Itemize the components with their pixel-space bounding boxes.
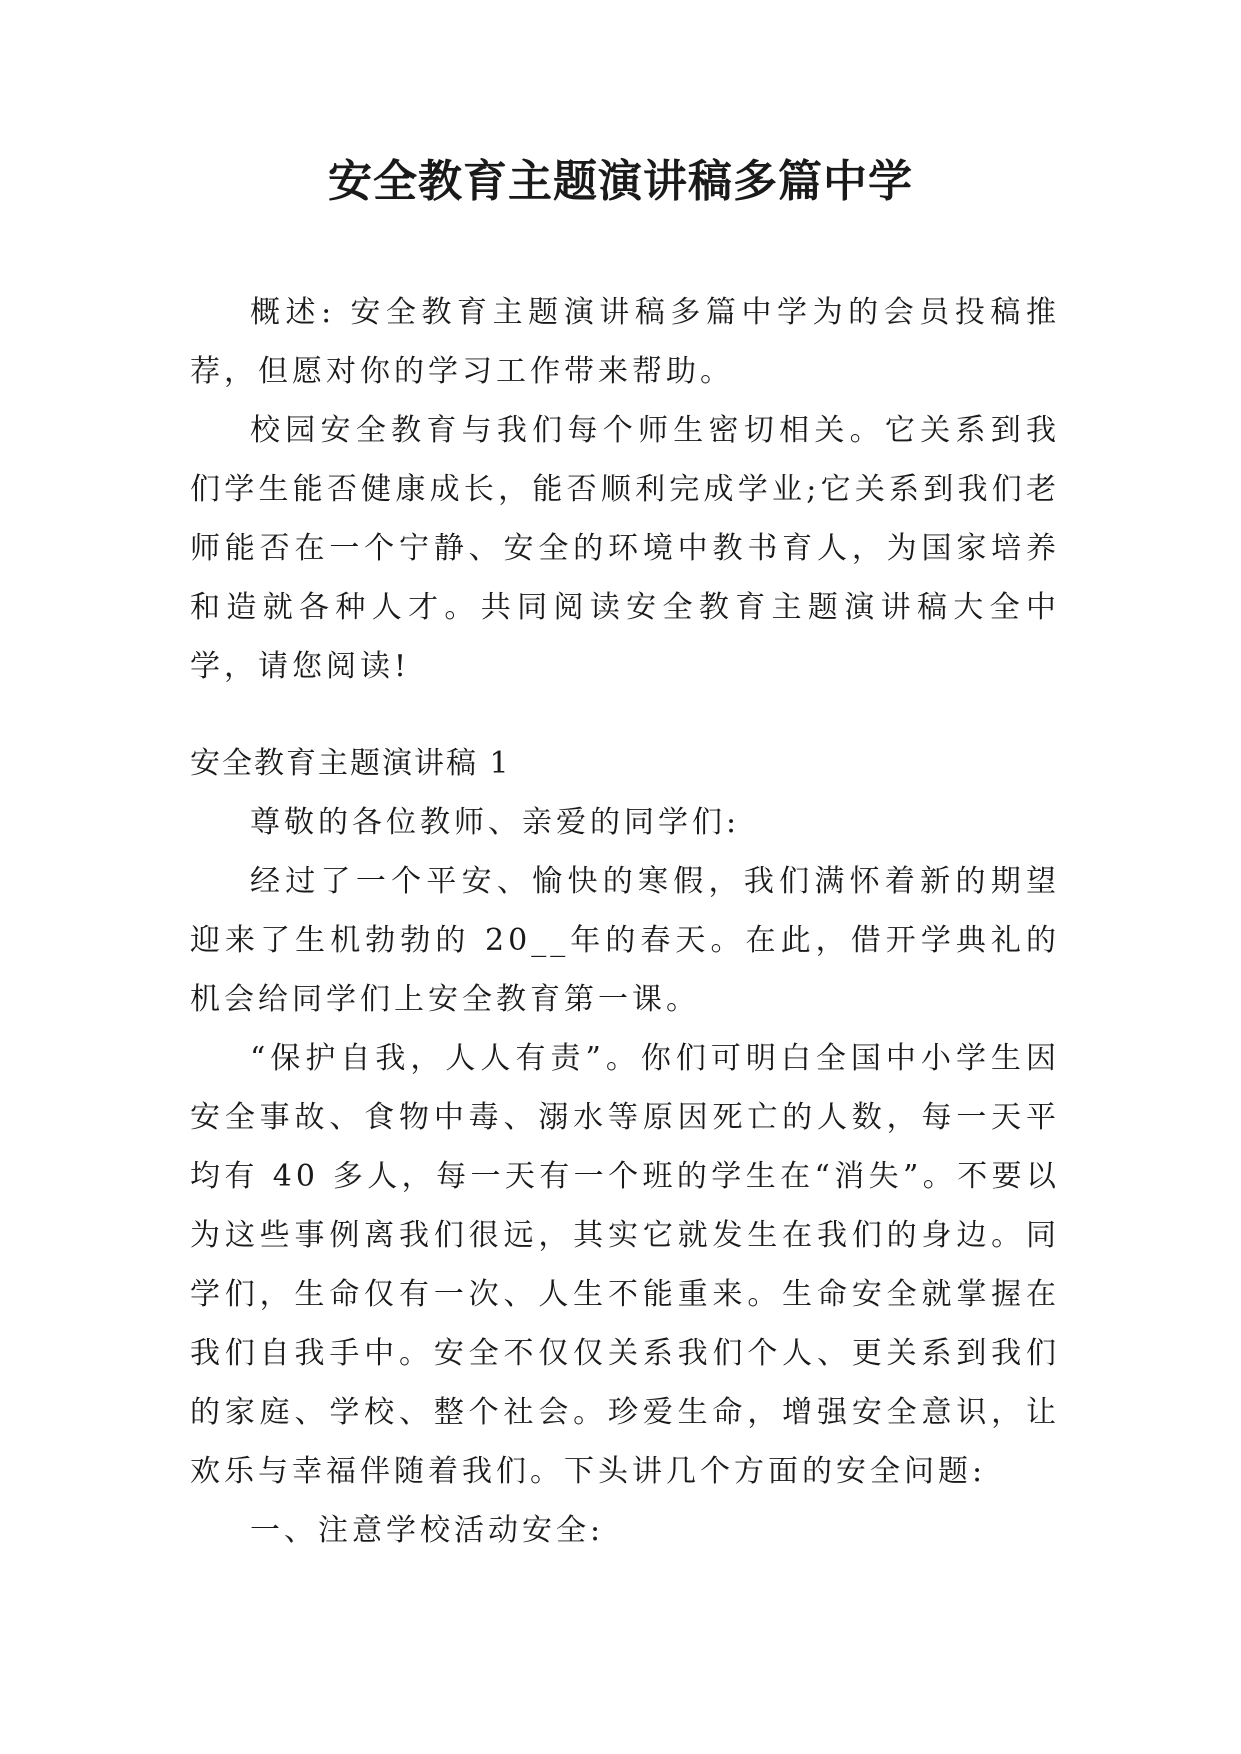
point-heading-1: 一、注意学校活动安全: (250, 1513, 605, 1548)
document-title: 安全教育主题演讲稿多篇中学 (328, 156, 913, 207)
summary-paragraph: 概述: 安全教育主题演讲稿多篇中学为的会员投稿推荐，但愿对你的学习工作带来帮助。 (190, 295, 1060, 389)
greeting-paragraph: 尊敬的各位教师、亲爱的同学们: (250, 805, 741, 840)
body-paragraph-1: 经过了一个平安、愉快的寒假，我们满怀着新的期望迎来了生机勃勃的 20__年的春天。在此，借开学典礼的机会给同学们上安全教育第一课。 (190, 864, 1060, 1017)
intro-paragraph: 校园安全教育与我们每个师生密切相关。它关系到我们学生能否健康成长，能否顺利完成学业;它关系到我们老师能否在一个宁静、安全的环境中教书育人，为国家培养和造就各种人才。共同阅读安全教育主题演讲稿大全中学，请您阅读! (190, 413, 1060, 684)
body-paragraph-2: “保护自我，人人有责”。你们可明白全国中小学生因安全事故、食物中毒、溺水等原因死亡的人数，每一天平均有 40 多人，每一天有一个班的学生在“消失”。不要以为这些事例离我们很远，其实它就发生在我们的身边。同学们，生命仅有一次、人生不能重来。生命安全就掌握在我们自我手中。安全不仅仅关系我们个人、更关系到我们的家庭、学校、整个社会。珍爱生命，增强安全意识，让欢乐与幸福伴随着我们。下头讲几个方面的安全问题: (190, 1041, 1060, 1489)
document-body (190, 283, 1060, 1560)
section-heading: 安全教育主题演讲稿 1 (190, 746, 511, 781)
